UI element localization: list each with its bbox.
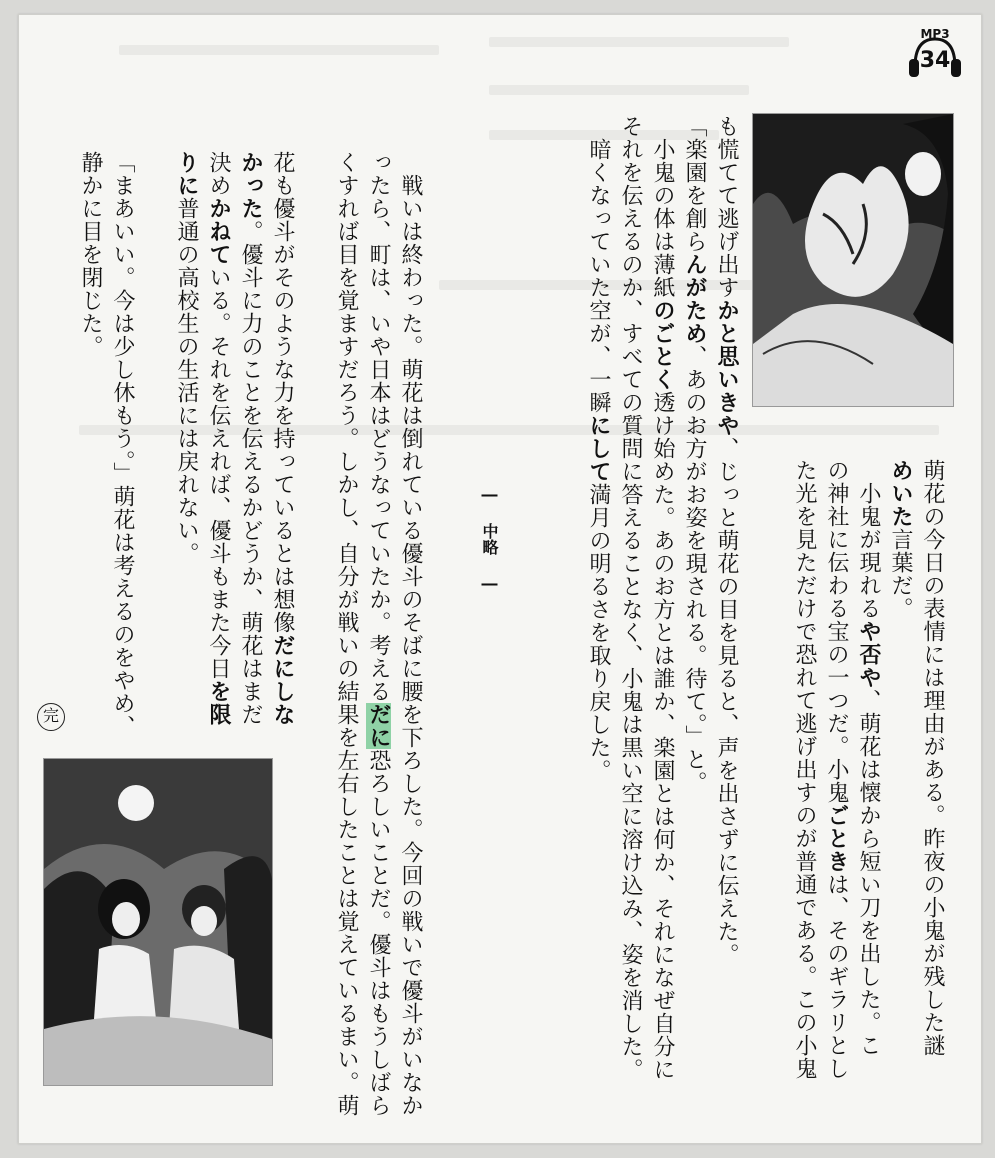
section-divider: ― 中略 ―	[480, 485, 499, 593]
illustration-shrine-maiden-with-demon	[752, 113, 954, 407]
text-column-l4: 花も優斗がそのような力を持っているとは想像だにしな	[270, 151, 295, 726]
text-column-l9: 静かに目を閉じた。	[78, 151, 103, 358]
mp3-label: MP3	[920, 27, 950, 41]
text-column-u3: 小鬼の体は薄紙のごとく透け始めた。あのお方とは誰か、楽園とは何か、それになぜ自分に	[650, 115, 675, 1081]
highlighted-phrase[interactable]: だに	[366, 703, 391, 749]
text-column-u4: それを伝えるのか、すべての質問に答えることなく、小鬼は黒い空に溶け込み、姿を消した。	[618, 115, 643, 1081]
text-column-u5: 暗くなっていた空が、一瞬にして満月の明るさを取り戻した。	[586, 115, 611, 782]
text-column-u1: も慌てて逃げ出すかと思いきや、じっと萌花の目を見ると、声を出さずに伝えた。	[714, 115, 739, 966]
illustration-couple-under-full-moon	[43, 758, 273, 1086]
text-column-r5: た光を見ただけで恐れて逃げ出すのが普通である。この小鬼	[792, 459, 817, 1080]
text-column-l5: かった。優斗に力のことを伝えるかどうか、萌花はまだ	[238, 151, 263, 726]
textbook-page	[18, 14, 982, 1144]
text-column-r2: めいた言葉だ。	[888, 459, 913, 620]
text-column-l6: 決めかねている。それを伝えれば、優斗もまた今日を限	[206, 151, 231, 726]
text-column-l3: くすれば目を覚ますだろう。しかし、自分が戦いの結果を左右したことは覚えているまい。萌	[334, 151, 359, 1117]
mp3-track-number: 34	[919, 48, 951, 73]
text-column-l2: ったら、町は、いや日本はどうなっていたか。考えるだに恐ろしいことだ。優斗はもうしばら	[366, 151, 391, 1117]
text-column-l7: りに普通の高校生の生活には戻れない。	[174, 151, 199, 565]
text-column-l8: 「まあいい。今は少し休もう。」萌花は考えるのをやめ、	[110, 151, 135, 738]
mp3-audio-badge[interactable]	[907, 27, 963, 87]
text-column-r1: 萌花の今日の表情には理由がある。昨夜の小鬼が残した謎	[920, 459, 945, 1057]
end-mark: 完	[37, 703, 65, 731]
text-column-u2: 「楽園を創らんがため、あのお方がお姿を現される。待て。」と。	[682, 115, 707, 794]
text-column-l1: 戦いは終わった。萌花は倒れている優斗のそばに腰を下ろした。今回の戦いで優斗がいなか	[398, 151, 423, 1117]
text-column-r3: 小鬼が現れるや否や、萌花は懐から短い刀を出した。こ	[856, 459, 881, 1057]
text-column-r4: の神社に伝わる宝の一つだ。小鬼ごときは、そのギラリとし	[824, 459, 849, 1080]
